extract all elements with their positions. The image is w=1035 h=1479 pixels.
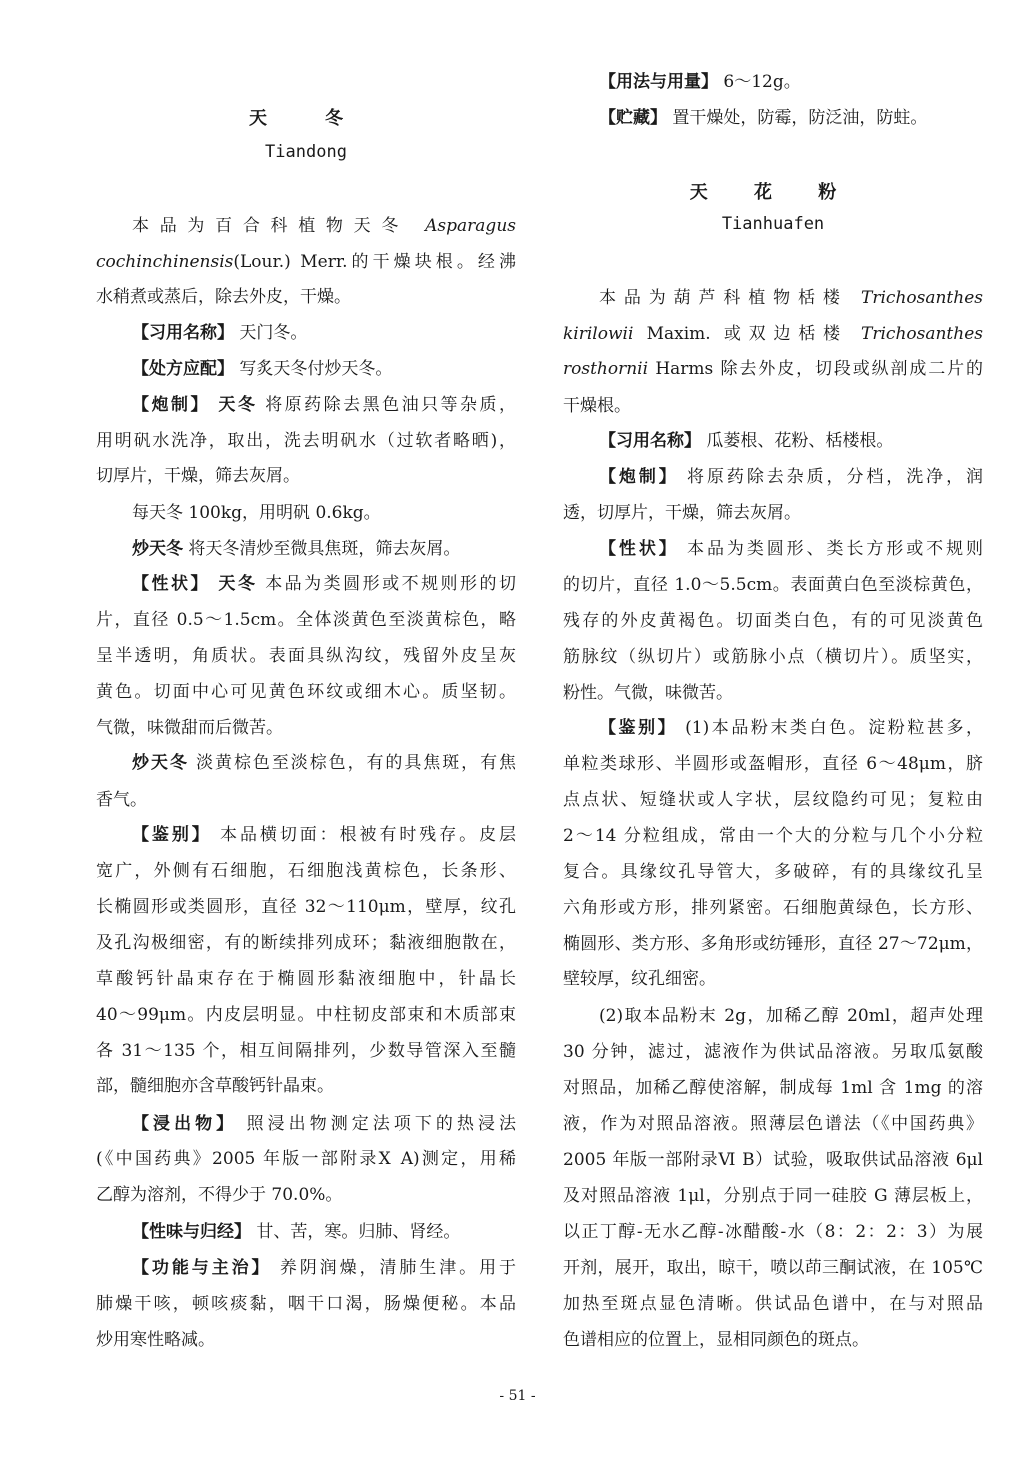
text-line [96,572,516,596]
section-heading: 【习用名称】 [599,431,701,451]
text-line [563,501,983,525]
text-line [96,823,516,847]
section-heading: 【性状】 [599,539,679,559]
text-line [96,931,516,955]
text-line [96,1292,516,1316]
text-line [563,896,983,920]
body-text: 液，作为对照品溶液。照薄层色谱法（《中国药典》 [563,1114,983,1134]
body-text: 本品为葫芦科植物栝楼 [599,288,862,308]
body-text: (Lour.) Merr.的干燥块根。经沸 [233,252,516,272]
section-heading: 【性味与归经】 [132,1222,251,1242]
body-text: (1)本品粉末类白色。淀粉粒甚多， [677,718,984,738]
body-text: 置干燥处，防霉，防泛油，防蛀。 [667,108,928,128]
text-line [96,429,516,453]
text-line [96,859,516,883]
body-text: 水稍煮或蒸后，除去外皮，干燥。 [96,287,351,307]
text-line [563,1292,983,1316]
text-line [96,895,516,919]
text-line [563,573,983,597]
text-line [563,429,983,453]
body-text: 壁较厚，纹孔细密。 [563,969,716,989]
text-line [563,1076,983,1100]
text-line [563,1148,983,1172]
text-line [96,501,516,525]
body-text: 的切片，直径 1.0～5.5cm。表面黄白色至淡棕黄色， [563,575,983,595]
text-line [563,1112,983,1136]
body-text: 透，切厚片，干燥，筛去灰屑。 [563,503,801,523]
body-text: 甘、苦，寒。归肺、肾经。 [251,1222,461,1242]
text-line [563,932,983,956]
text-line [96,357,516,381]
body-text: 本品为类圆形或不规则形的切 [257,574,517,594]
text-line [563,752,983,776]
body-text: (2)取本品粉末 2g，加稀乙醇 20ml，超声处理 [599,1006,983,1026]
text-line [96,1328,516,1352]
text-line [96,1183,516,1207]
text-line [96,716,516,740]
text-line [563,860,983,884]
body-text: 长椭圆形或类圆形，直径 32～110μm，壁厚，纹孔 [96,897,516,917]
text-line [563,322,983,346]
text-line [96,321,516,345]
monograph-title: 天 花 粉 [689,182,857,203]
text-line [96,608,516,632]
text-line [563,1220,983,1244]
body-text: 各 31～135 个，相互间隔排列，少数导管深入至髓 [96,1041,516,1061]
text-line [563,716,983,740]
section-heading: 【鉴别】 [132,825,212,845]
text-line [96,644,516,668]
text-line [563,1184,983,1208]
text-line [96,1074,516,1098]
section-heading: 【鉴别】 [599,718,678,738]
body-text: 粉性。气微，味微苦。 [563,683,733,703]
text-line [96,1039,516,1063]
body-text: 本品为百合科植物天冬 [132,216,426,236]
latin-name: kirilowii [563,324,634,344]
body-text: 椭圆形、类方形、多角形或纺锤形，直径 27～72μm， [563,934,983,954]
body-text: 及对照品溶液 1μl，分别点于同一硅胶 G 薄层板上， [563,1186,983,1206]
body-text: 本品横切面：根被有时残存。皮层 [211,825,517,845]
latin-name: cochinchinensis [96,252,234,272]
body-text: 加热至斑点显色清晰。供试品色谱中，在与对照品 [563,1294,983,1314]
body-text: 将原药除去黑色油只等杂质， [257,395,517,415]
body-text: 40～99μm。内皮层明显。中柱韧皮部束和木质部束 [96,1005,516,1025]
body-text: 六角形或方形，排列紧密。石细胞黄绿色，长方形、 [563,898,983,918]
text-line [563,394,983,418]
body-text: 每天冬 100kg，用明矾 0.6kg。 [132,503,381,523]
latin-name: Trichosanthes [861,288,983,308]
monograph-pinyin: Tiandong [265,142,347,162]
text-line [563,645,983,669]
body-text: 养阴润燥，清肺生津。用于 [271,1258,516,1278]
text-line [563,967,983,991]
text-line [96,680,516,704]
section-heading: 【浸出物】 [132,1114,238,1134]
body-text: 切厚片，干燥，筛去灰屑。 [96,466,300,486]
body-text: 写炙天冬付炒天冬。 [234,359,393,379]
text-line [96,967,516,991]
text-line [563,1328,983,1352]
text-line [96,788,516,812]
latin-name: Trichosanthes [861,324,983,344]
text-line [563,1040,983,1064]
body-text: 淡黄棕色至淡棕色，有的具焦斑，有焦 [188,753,517,773]
section-heading: 炒天冬 [132,539,183,559]
text-line [563,537,983,561]
text-line [96,393,516,417]
text-line [563,286,983,310]
text-line [96,1256,516,1280]
text-line [96,1003,516,1027]
body-text: 2005 年版一部附录Ⅵ B）试验，吸取供试品溶液 6μl [563,1150,983,1170]
body-text: 瓜蒌根、花粉、栝楼根。 [701,431,894,451]
body-text: 对照品，加稀乙醇使溶解，制成每 1ml 含 1mg 的溶 [563,1078,983,1098]
section-heading: 【贮藏】 [599,108,667,128]
section-heading: 【功能与主治】 [132,1258,272,1278]
body-text: 30 分钟，滤过，滤液作为供试品溶液。另取瓜氨酸 [563,1042,983,1062]
section-heading: 【性状】 天冬 [132,574,258,594]
body-text: 6～12g。 [718,72,801,92]
body-text: 以正丁醇-无水乙醇-冰醋酸-水（8：2：2：3）为展 [563,1222,983,1242]
body-text: Maxim. 或双边栝楼 [633,324,862,344]
text-line [96,214,516,238]
section-heading: 【用法与用量】 [599,72,718,92]
text-line [563,357,983,381]
body-text: 照浸出物测定法项下的热浸法 [237,1114,517,1134]
text-line [96,1220,516,1244]
body-text: 及孔沟极细密，有的断续排列成环；黏液细胞散在， [96,933,516,953]
text-line [96,1112,516,1136]
text-line [563,1004,983,1028]
monograph-pinyin: Tianhuafen [721,214,825,234]
body-text: 将原药除去杂质，分档，洗净，润 [678,467,984,487]
text-line [563,70,983,94]
monograph-title: 天 冬 [249,108,363,129]
section-heading: 【处方应配】 [132,359,234,379]
text-line [563,465,983,489]
body-text: 片，直径 0.5～1.5cm。全体淡黄色至淡黄棕色，略 [96,610,516,630]
body-text: 气微，味微甜而后微苦。 [96,718,283,738]
text-line [96,1147,516,1171]
body-text: 呈半透明，角质状。表面具纵沟纹，残留外皮呈灰 [96,646,516,666]
body-text: 开剂，展开，取出，晾干，喷以茚三酮试液，在 105℃ [563,1258,983,1278]
text-line [563,1256,983,1280]
body-text: Harms 除去外皮，切段或纵剖成二片的 [648,359,983,379]
text-line [96,250,516,274]
body-text: 色谱相应的位置上，显相同颜色的斑点。 [563,1330,869,1350]
text-line [96,537,516,561]
body-text: 部，髓细胞亦含草酸钙针晶束。 [96,1076,334,1096]
body-text: (《中国药典》2005 年版一部附录Ⅹ A)测定，用稀 [96,1149,516,1169]
body-text: 本品为类圆形、类长方形或不规则 [678,539,984,559]
latin-name: Asparagus [425,216,516,236]
text-line [563,788,983,812]
section-heading: 【炮制】 天冬 [132,395,258,415]
text-line [563,681,983,705]
body-text: 残存的外皮黄褐色。切面类白色，有的可见淡黄色 [563,611,983,631]
section-heading: 【习用名称】 [132,323,234,343]
text-line [563,609,983,633]
text-line [563,824,983,848]
body-text: 点点状、短缝状或人字状，层纹隐约可见；复粒由 [563,790,983,810]
text-line [96,285,516,309]
text-line [96,751,516,775]
section-heading: 炒天冬 [132,753,189,773]
body-text: 炒用寒性略减。 [96,1330,215,1350]
body-text: 草酸钙针晶束存在于椭圆形黏液细胞中，针晶长 [96,969,516,989]
body-text: 黄色。切面中心可见黄色环纹或细木心。质坚韧。 [96,682,516,702]
body-text: 2～14 分粒组成，常由一个大的分粒与几个小分粒 [563,826,983,846]
section-heading: 【炮制】 [599,467,679,487]
body-text: 将天冬清炒至微具焦斑，筛去灰屑。 [183,539,461,559]
body-text: 乙醇为溶剂，不得少于 70.0%。 [96,1185,343,1205]
body-text: 筋脉纹（纵切片）或筋脉小点（横切片）。质坚实， [563,647,983,667]
body-text: 肺燥干咳，顿咳痰黏，咽干口渴，肠燥便秘。本品 [96,1294,516,1314]
body-text: 单粒类球形、半圆形或盔帽形，直径 6～48μm，脐 [563,754,983,774]
body-text: 复合。具缘纹孔导管大，多破碎，有的具缘纹孔呈 [563,862,983,882]
latin-name: rosthornii [563,359,649,379]
body-text: 宽广，外侧有石细胞，石细胞浅黄棕色，长条形、 [96,861,516,881]
body-text: 天门冬。 [234,323,308,343]
text-line [96,464,516,488]
body-text: 干燥根。 [563,396,631,416]
text-line [563,106,983,130]
body-text: 香气。 [96,790,147,810]
page-number: - 51 - [499,1388,536,1404]
body-text: 用明矾水洗净，取出，洗去明矾水（过软者略晒)， [96,431,516,451]
